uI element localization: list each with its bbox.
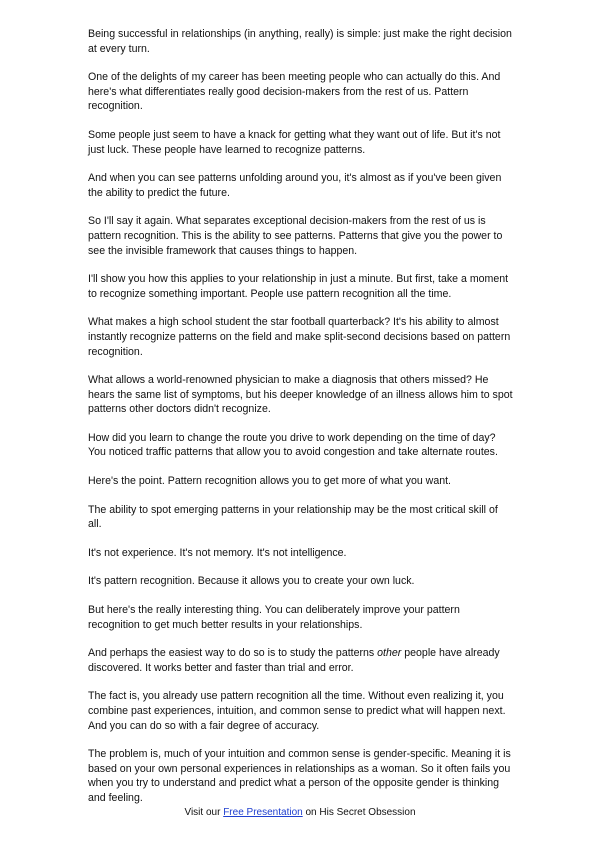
paragraph: What allows a world-renowned physician to make a diagnosis that others missed? He hears the same list of symptoms, but his deeper knowledge of an illness allows him to spot patterns other doctors didn't recognize. xyxy=(88,374,513,416)
emphasis-text: other xyxy=(377,647,402,660)
paragraph-with-emphasis xyxy=(88,646,514,675)
paragraph: Here's the point. Pattern recognition allows you to get more of what you want. xyxy=(88,475,451,488)
paragraph: The ability to spot emerging patterns in your relationship may be the most critical skill of all. xyxy=(88,503,498,531)
paragraph: So I'll say it again. What separates exceptional decision-makers from the rest of us is pattern recognition. This is the ability to see patterns. Patterns that give you the power to see the invisible framework that causes things to happen. xyxy=(88,215,503,257)
paragraph: One of the delights of my career has been meeting people who can actually do this. And here's what differentiates really good decision-makers from the rest of us. Pattern recognition. xyxy=(88,71,501,113)
free-presentation-link[interactable]: Free Presentation xyxy=(223,807,303,818)
paragraph-text: people have already discovered. It works better and faster than trial and error. xyxy=(88,647,500,674)
paragraph: Being successful in relationships (in anything, really) is simple: just make the right decision at every turn. xyxy=(88,28,512,55)
paragraph: How did you learn to change the route you drive to work depending on the time of day? You noticed traffic patterns that allow you to avoid congestion and take alternate routes. xyxy=(88,431,498,459)
page-footer xyxy=(0,806,600,819)
paragraph: The problem is, much of your intuition and common sense is gender-specific. Meaning it is based on your own personal experiences in relationships as a woman. So it often fails you when you try to understand and predict what a person of the opposite gender is thinking and feeling. xyxy=(88,748,511,804)
footer-prefix: Visit our xyxy=(184,807,224,818)
paragraph: And when you can see patterns unfolding around you, it's almost as if you've been given the ability to predict the future. xyxy=(88,172,502,199)
paragraph: Some people just seem to have a knack for getting what they want out of life. But it's not just luck. These people have learned to recognize patterns. xyxy=(88,128,501,156)
paragraph: But here's the really interesting thing. You can deliberately improve your pattern recognition to get much better results in your relationships. xyxy=(88,604,460,631)
paragraph: It's pattern recognition. Because it allows you to create your own luck. xyxy=(88,575,415,588)
paragraph: What makes a high school student the star football quarterback? It's his ability to almost instantly recognize patterns on the field and make split-second decisions based on pattern recognition. xyxy=(88,316,511,358)
paragraph-text: And perhaps the easiest way to do so is to study the patterns xyxy=(88,647,378,660)
paragraph: I'll show you how this applies to your relationship in just a minute. But first, take a moment to recognize something important. People use pattern recognition all the time. xyxy=(88,273,509,300)
document-body xyxy=(88,27,514,820)
footer-suffix: on His Secret Obsession xyxy=(302,807,416,818)
paragraph: It's not experience. It's not memory. It's not intelligence. xyxy=(88,546,347,559)
paragraph: The fact is, you already use pattern recognition all the time. Without even realizing it, you combine past experiences, intuition, and common sense to predict what will happen next. And you can do so with a fair degree of accuracy. xyxy=(88,690,506,732)
